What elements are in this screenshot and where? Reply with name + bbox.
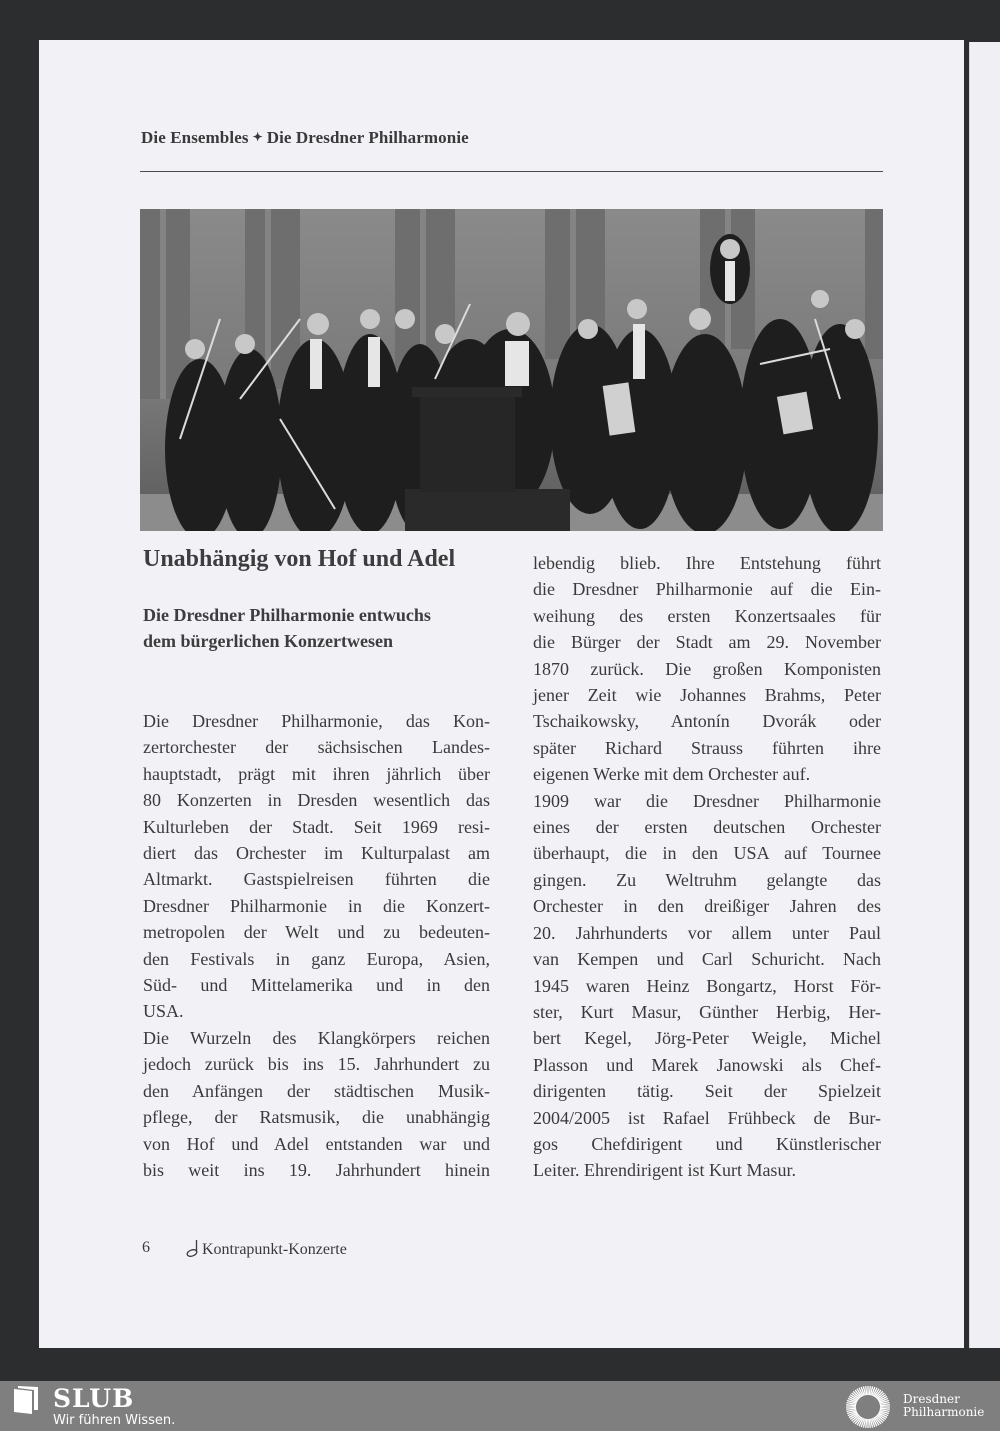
subtitle-line: Die Dresdner Philharmonie entwuchs	[143, 605, 431, 625]
text-line: Altmarkt. Gastspielreisen führten die	[143, 869, 490, 890]
text-line: 1945 waren Heinz Bongartz, Horst För-	[533, 975, 881, 996]
text-line: eigenen Werke mit dem Orchester auf.	[533, 764, 811, 785]
logo-ray	[866, 1386, 867, 1395]
text-line: pflege, der Ratsmusik, die unabhängig	[143, 1107, 490, 1128]
publication-name: Kontrapunkt-Konzerte	[202, 1241, 347, 1258]
text-line: überhaupt, die in den USA auf Tournee	[533, 843, 881, 864]
logo-ray	[880, 1405, 890, 1406]
publication-footer	[186, 1239, 347, 1259]
text-line: Plasson und Marek Janowski als Chef-	[533, 1054, 881, 1075]
text-line: dirigenten tätig. Seit der Spielzeit	[533, 1081, 881, 1102]
text-line: bert Kegel, Jörg-Peter Weigle, Michel	[533, 1028, 881, 1049]
text-line: 80 Konzerten in Dresden wesentlich das	[143, 790, 490, 811]
header-rule	[140, 171, 883, 172]
text-line: Dresdner Philharmonie in die Konzert-	[143, 895, 490, 916]
half-note-icon	[186, 1239, 202, 1257]
text-line: bis weit ins 19. Jahrhundert hinein	[143, 1159, 490, 1180]
body-column-left	[143, 708, 490, 1183]
text-line: metropolen der Welt und zu bedeuten-	[143, 922, 490, 943]
text-line: 2004/2005 ist Rafael Frühbeck de Bur-	[533, 1107, 881, 1128]
header-separator-icon: ✦	[252, 130, 263, 144]
text-line: 1870 zurück. Die großen Komponisten	[533, 658, 881, 679]
text-line: den Anfängen der städtischen Musik-	[143, 1080, 490, 1101]
text-line: jener Zeit wie Johannes Brahms, Peter	[533, 685, 881, 706]
text-line: den Festivals in ganz Europa, Asien,	[143, 948, 490, 969]
partner-name-line: Dresdner	[903, 1392, 960, 1406]
logo-ray	[866, 1419, 867, 1428]
partner-name-line: Philharmonie	[903, 1405, 985, 1419]
running-header	[141, 128, 469, 148]
body-column-right	[533, 550, 881, 1184]
page-number: 6	[142, 1239, 150, 1256]
text-line: Tschaikowsky, Antonín Dvorák oder	[533, 711, 881, 732]
text-line: Leiter. Ehrendirigent ist Kurt Masur.	[533, 1160, 796, 1181]
logo-ray	[846, 1405, 856, 1406]
text-line: Die Dresdner Philharmonie, das Kon-	[143, 711, 490, 731]
viewer-footer-bar	[0, 1381, 1000, 1431]
text-line: weihung des ersten Konzertsaales für	[533, 605, 881, 626]
text-line: 20. Jahrhunderts vor allem unter Paul	[533, 922, 881, 943]
text-line: die Dresdner Philharmonie auf die Ein-	[533, 579, 881, 600]
text-line: Kulturleben der Stadt. Seit 1969 resi-	[143, 816, 490, 837]
text-line: 1909 war die Dresdner Philharmonie	[533, 790, 881, 811]
text-line: zertorchester der sächsischen Landes-	[143, 737, 490, 758]
text-line: van Kempen und Carl Schuricht. Nach	[533, 949, 881, 970]
logo-ray	[880, 1408, 890, 1409]
text-line: USA.	[143, 1001, 184, 1022]
text-line: eines der ersten deutschen Orchester	[533, 817, 881, 838]
text-line: von Hof und Adel entstanden war und	[143, 1133, 490, 1154]
text-line: jedoch zurück bis ins 15. Jahrhundert zu	[143, 1054, 490, 1075]
text-line: Süd- und Mittelamerika und in den	[143, 975, 490, 996]
subtitle-line: dem bürgerlichen Konzertwesen	[143, 631, 393, 651]
text-line: Die Wurzeln des Klangkörpers reichen	[143, 1027, 490, 1048]
text-line: später Richard Strauss führten ihre	[533, 737, 881, 758]
text-line: ster, Kurt Masur, Günther Herbig, Her-	[533, 1001, 881, 1022]
article-title: Unabhängig von Hof und Adel	[143, 546, 456, 572]
text-line: gingen. Zu Weltruhm gelangte das	[533, 869, 881, 890]
text-line: lebendig blieb. Ihre Entstehung führt	[533, 553, 881, 573]
slub-book-logo-icon[interactable]	[12, 1385, 42, 1415]
dresdner-philharmonie-sun-logo-icon[interactable]	[842, 1384, 894, 1430]
library-tagline: Wir führen Wissen.	[53, 1413, 176, 1428]
article-subtitle	[143, 602, 503, 654]
text-line: gos Chefdirigent und Künstlerischer	[533, 1133, 881, 1154]
partner-name[interactable]	[903, 1393, 984, 1419]
orchestra-photo-illustration	[140, 209, 883, 531]
text-line: hauptstadt, prägt mit ihren jährlich über	[143, 763, 490, 784]
text-line: Orchester in den dreißiger Jahren des	[533, 896, 881, 917]
adjacent-page-edge	[969, 42, 1000, 1348]
orchestra-photo	[140, 209, 883, 531]
logo-ray	[869, 1386, 870, 1395]
library-name[interactable]: SLUB	[53, 1384, 135, 1413]
text-line: diert das Orchester im Kulturpalast am	[143, 843, 490, 864]
logo-ray	[869, 1419, 870, 1428]
logo-ray	[846, 1408, 856, 1409]
header-section: Die Ensembles	[141, 128, 249, 147]
text-line: die Bürger der Stadt am 29. November	[533, 632, 881, 653]
header-subsection: Die Dresdner Philharmonie	[266, 128, 469, 147]
